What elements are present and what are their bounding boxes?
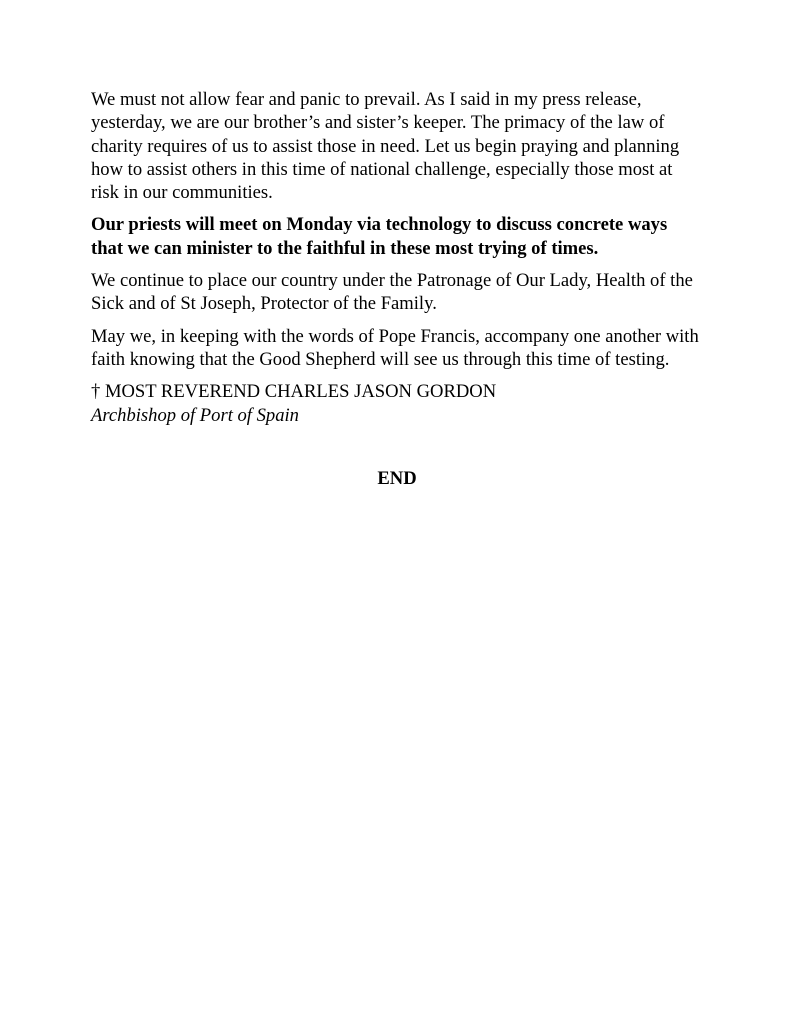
signature-name: † MOST REVEREND CHARLES JASON GORDON [91, 381, 497, 403]
paragraph-pope-francis: May we, in keeping with the words of Pope Francis, accompany one another with faith knowing that the Good Shepherd will see us through this time of testing. [91, 325, 699, 370]
signature-block [91, 380, 703, 427]
paragraph-priests-meeting: Our priests will meet on Monday via technology to discuss concrete ways that we can minister to the faithful in these most trying of times. [91, 214, 668, 259]
signature-title: Archbishop of Port of Spain [91, 404, 299, 426]
paragraph-fear-and-panic: We must not allow fear and panic to prevail. As I said in my press release, yesterday, we are our brother’s and sister’s keeper. The primacy of the law of charity requires of us to assist those in need. Let us begin praying and planning how to assist others in this time of national challenge, especially those most at risk in our communities. [91, 89, 680, 204]
paragraph-patronage: We continue to place our country under the Patronage of Our Lady, Health of the Sick and of St Joseph, Protector of the Family. [91, 270, 693, 315]
end-marker: END [377, 468, 417, 489]
document-body [91, 88, 703, 427]
